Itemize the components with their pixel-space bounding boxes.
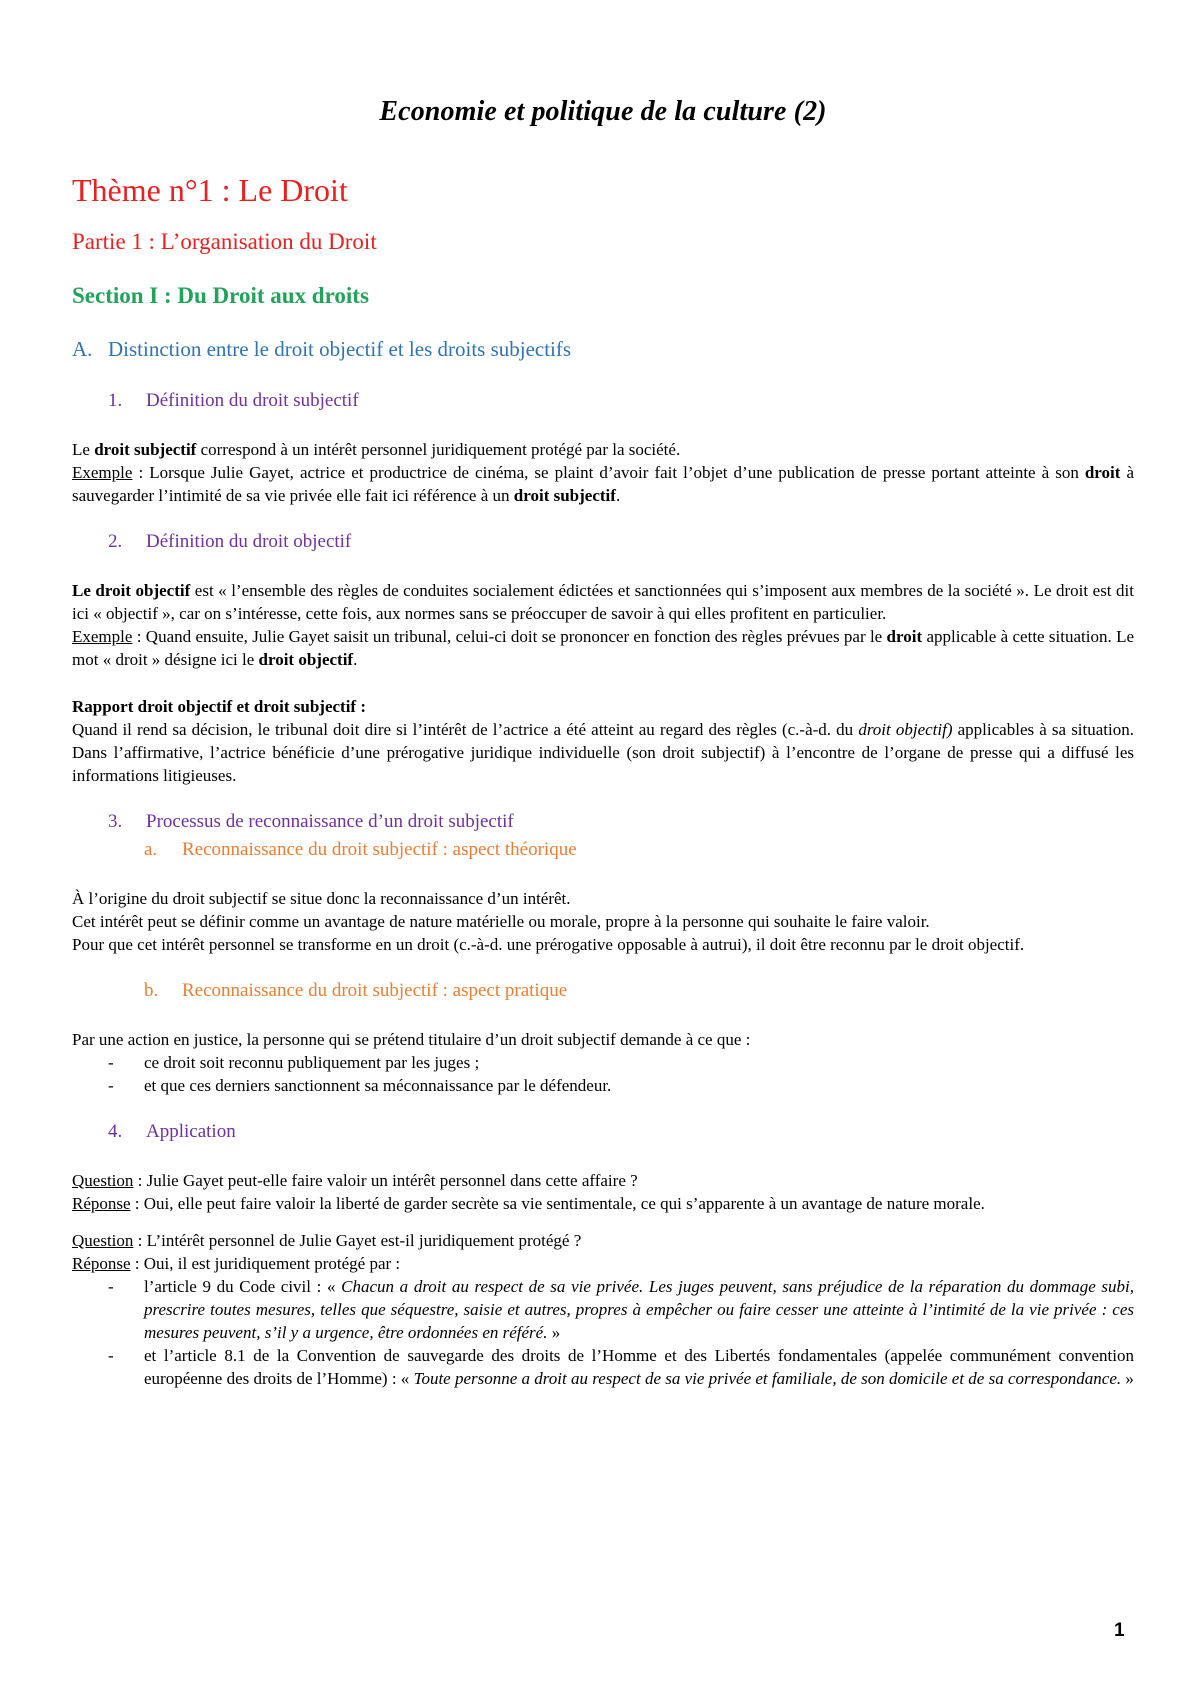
text-span: applicables à sa situation. Dans l’affirmative, l’actrice bénéficie d’une prérogative juridique individuelle (son droit subjectif) à l’encontre de l’organe de presse qui a diffusé les informations litigieuses. (72, 720, 1134, 785)
heading-2-number: 2. (108, 531, 123, 552)
paragraph-droit-subjectif (72, 438, 1134, 507)
text-span: à sauvegarder l’intimité de sa vie privée elle fait ici référence à un (72, 463, 1134, 505)
list-item (72, 1051, 1134, 1074)
answer-label: Réponse (72, 1254, 131, 1273)
partie-heading: Partie 1 : L’organisation du Droit (72, 229, 377, 254)
dash-list (72, 1051, 1134, 1097)
heading-4 (108, 1121, 1134, 1143)
heading-3b-letter: b. (144, 980, 159, 1001)
text-span: : Julie Gayet peut-elle faire valoir un intérêt personnel dans cette affaire ? (133, 1171, 638, 1190)
heading-3a (144, 839, 1134, 861)
legal-articles-list (72, 1275, 1134, 1390)
heading-a (72, 337, 1134, 362)
heading-2 (108, 531, 1134, 553)
theme-heading: Thème n°1 : Le Droit (72, 172, 348, 208)
text-line: Cet intérêt peut se définir comme un avantage de nature matérielle ou morale, propre à la personne qui souhaite le faire valoir. (72, 912, 930, 931)
text-span: : Oui, elle peut faire valoir la liberté de garder secrète sa vie sentimentale, ce qui s’apparente à un avantage de nature morale. (130, 1194, 985, 1213)
heading-3-number: 3. (108, 811, 123, 832)
dash-bullet: - (108, 1076, 114, 1095)
text-span: correspond à un intérêt personnel juridiquement protégé par la société. (196, 440, 681, 459)
heading-4-number: 4. (108, 1121, 123, 1142)
paragraph-aspect-pratique: Par une action en justice, la personne qui se prétend titulaire d’un droit subjectif demande à ce que : (72, 1030, 751, 1049)
dash-bullet: - (108, 1053, 114, 1072)
text-span: : Lorsque Julie Gayet, actrice et productrice de cinéma, se plaint d’avoir fait l’objet d’une publication de presse portant atteinte à son (132, 463, 1085, 482)
bold-term: droit subjectif (513, 486, 616, 505)
heading-a-number: A. (72, 337, 93, 361)
bold-term: droit subjectif (94, 440, 197, 459)
text-span: : Quand ensuite, Julie Gayet saisit un tribunal, celui-ci doit se prononcer en fonction des règles prévues par le (132, 627, 887, 646)
heading-3a-text: Reconnaissance du droit subjectif : aspect théorique (182, 839, 577, 860)
heading-3b (144, 980, 1134, 1002)
paragraph-droit-objectif (72, 579, 1134, 671)
list-item (72, 1275, 1134, 1344)
heading-3 (108, 811, 1134, 833)
heading-a-text: Distinction entre le droit objectif et les droits subjectifs (108, 337, 572, 361)
text-span: Le (72, 440, 95, 459)
heading-3a-letter: a. (144, 839, 158, 860)
text-span: : L’intérêt personnel de Julie Gayet est-il juridiquement protégé ? (133, 1231, 582, 1250)
dash-bullet: - (108, 1346, 114, 1365)
list-item-text: et que ces derniers sanctionnent sa méconnaissance par le défendeur. (144, 1076, 612, 1095)
dash-bullet: - (108, 1277, 114, 1296)
heading-1-text: Définition du droit subjectif (146, 390, 359, 411)
list-item-text: ce droit soit reconnu publiquement par les juges ; (144, 1053, 480, 1072)
document-page (72, 96, 1134, 1390)
text-span: : Oui, il est juridiquement protégé par : (130, 1254, 401, 1273)
list-item (72, 1074, 1134, 1097)
text-span: et l’article 8.1 de la Convention de sauvegarde des droits de l’Homme et des Libertés fondamentales (appelée communément convention européenne des droits de l’Homme) : « (144, 1346, 1134, 1388)
text-line: Pour que cet intérêt personnel se transforme en un droit (c.-à-d. une prérogative opposable à autrui), il doit être reconnu par le droit objectif. (72, 935, 1025, 954)
text-span: . (615, 486, 621, 505)
text-span: » (547, 1323, 561, 1342)
text-span: » (1121, 1369, 1134, 1388)
example-label: Exemple (72, 627, 133, 646)
page-number: 1 (1114, 1620, 1125, 1641)
paragraph-rapport (72, 695, 1134, 787)
section-heading: Section I : Du Droit aux droits (72, 283, 369, 308)
text-span: . (353, 650, 358, 669)
bold-term: droit (886, 627, 923, 646)
paragraph-aspect-theorique (72, 887, 1134, 956)
heading-2-text: Définition du droit objectif (146, 531, 352, 552)
text-span: est « l’ensemble des règles de conduites socialement édictées et sanctionnées qui s’imposent aux membres de la société ». Le droit est dit ici « objectif », car on s’intéresse, cette fois, aux normes sans se préoccuper de savoir à qui elles profitent en particulier. (72, 581, 1134, 623)
heading-1-number: 1. (108, 390, 123, 411)
heading-3-text: Processus de reconnaissance d’un droit subjectif (146, 811, 514, 832)
example-label: Exemple (72, 463, 133, 482)
question-label: Question (72, 1231, 134, 1250)
answer-label: Réponse (72, 1194, 131, 1213)
text-span: applicable à cette situation. Le mot « droit » désigne ici le (72, 627, 1134, 669)
italic-term: droit objectif) (858, 720, 953, 739)
text-span: l’article 9 du Code civil : « (144, 1277, 342, 1296)
question-label: Question (72, 1171, 134, 1190)
bold-term: droit (1084, 463, 1121, 482)
rapport-title: Rapport droit objectif et droit subjectif : (72, 697, 366, 716)
text-line: À l’origine du droit subjectif se situe donc la reconnaissance d’un intérêt. (72, 889, 571, 908)
question-2 (72, 1229, 1134, 1275)
heading-3b-text: Reconnaissance du droit subjectif : aspect pratique (182, 980, 568, 1001)
question-1 (72, 1169, 1134, 1215)
heading-4-text: Application (146, 1121, 236, 1142)
document-title: Economie et politique de la culture (2) (379, 96, 827, 127)
list-item (72, 1344, 1134, 1390)
quoted-article: Chacun a droit au respect de sa vie privée. Les juges peuvent, sans préjudice de la réparation du dommage subi, prescrire toutes mesures, telles que séquestre, saisie et autres, propres à empêcher ou faire cesser une atteinte à l’intimité de la vie privée : ces mesures peuvent, s’il y a urgence, être ordonnées en référé. (144, 1277, 1134, 1342)
bold-term: droit objectif (258, 650, 354, 669)
quoted-article: Toute personne a droit au respect de sa vie privée et familiale, de son domicile et de sa correspondance. (413, 1369, 1122, 1388)
bold-term: Le droit objectif (72, 581, 191, 600)
heading-1 (108, 390, 1134, 412)
text-span: Quand il rend sa décision, le tribunal doit dire si l’intérêt de l’actrice a été atteint au regard des règles (c.-à-d. du (72, 720, 859, 739)
